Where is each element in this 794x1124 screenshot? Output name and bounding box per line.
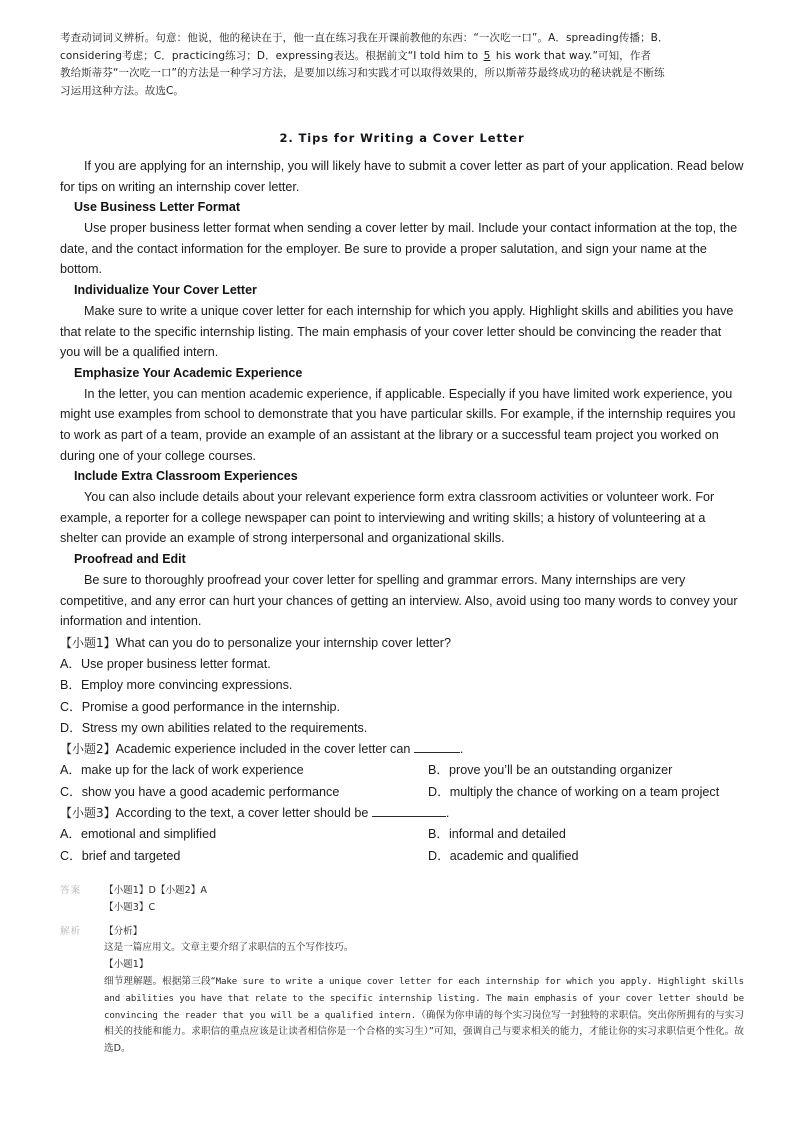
section-heading-5: Proofread and Edit [74,551,186,566]
article-title: 2. Tips for Writing a Cover Letter [279,131,525,145]
analysis-row [60,924,744,1058]
option-text: show you have a good academic performance [81,784,340,799]
section-body-5: Be sure to thoroughly proofread your cover letter for spelling and grammar errors. Many internships are very competitive, and any error can hurt your chances of getting an interview. Also, avoid using too many words to convey your information and intention. [60,572,738,629]
analysis-quote: Make sure to write a unique cover letter for each internship for which you apply. Highlight skills and abilities you have that relate to the specific internship listing. The main emphasis of your cover letter should be convincing the reader that you will be a qualified intern. [104,976,744,1021]
solution-block [60,883,744,1058]
question-2-text: Academic experience included in the cover letter can [115,742,414,757]
top-analysis-line-1: 考查动词词义辨析。句意：他说，他的秘诀在于，他一直在练习我在开课前教他的东西：“一次吃一口”。A．spreading传播；B． [60,32,669,44]
option-text: prove you’ll be an outstanding organizer [449,763,673,778]
option-letter: C． [60,699,82,714]
option-text: make up for the lack of work experience [81,763,304,778]
question-3-option-d[interactable] [402,846,744,867]
option-text: Use proper business letter format. [81,656,271,671]
option-letter: C． [60,784,82,799]
option-text: Stress my own abilities related to the requirements. [81,720,368,735]
option-letter: B． [428,827,449,842]
option-text: Employ more convincing expressions. [81,678,293,693]
answer-label: 答案 [60,884,82,896]
question-2-stem [60,739,744,760]
top-analysis-line-2a: considering考虑；C．practicing练习；D．expressing表达。根据前文“I told him to [60,49,482,62]
section-heading-3: Emphasize Your Academic Experience [74,365,303,380]
question-3-stem [60,803,744,824]
question-2-option-b[interactable] [402,760,744,781]
analysis-label: 解析 [60,925,82,937]
answer-body [104,883,744,917]
analysis-item-tag: 【小题1】 [104,959,149,971]
question-3-tail: . [445,806,450,821]
top-analysis-line-2 [60,48,744,66]
article-body [60,156,744,632]
option-letter: D． [60,720,82,735]
option-letter: B． [60,678,81,693]
question-3-options-row-2 [60,846,744,867]
question-1-option-a[interactable] [60,654,744,675]
analysis-detail-prefix: 细节理解题。根据第三段“ [104,975,216,987]
section-body-2: Make sure to write a unique cover letter for each internship for which you apply. Highlight skills and abilities you have that relate to the specific internship listing. The main emphasis of your cover letter should be convincing the reader that you will be a qualified intern. [60,303,734,360]
analysis-body [104,924,744,1058]
section-body-3: In the letter, you can mention academic experience, if applicable. Especially if you have limited work experience, you might use examples from school to demonstrate that you have particular skills. For example, if the internship requires you to work as part of a team, provide an example of an assistant at the library or a successful team project you worked on during one of your college courses. [60,386,736,463]
question-1-text: What can you do to personalize your internship cover letter? [115,635,451,650]
section-heading-1: Use Business Letter Format [74,200,241,215]
question-1-option-b[interactable] [60,675,744,696]
option-text: academic and qualified [449,848,579,863]
option-text: Promise a good performance in the internship. [81,699,341,714]
answer-line-2: 【小题3】C [104,901,156,913]
option-text: brief and targeted [81,848,181,863]
question-3-option-b[interactable] [402,824,744,845]
question-3-blank [372,805,446,817]
solution-spacer [60,917,744,924]
question-1-option-d[interactable] [60,718,744,739]
answer-row [60,883,744,917]
option-letter: A． [60,656,81,671]
option-letter: C． [60,848,82,863]
question-2-options-row-2 [60,782,744,803]
option-text: informal and detailed [449,827,566,842]
question-2-option-d[interactable] [402,782,744,803]
article-intro: If you are applying for an internship, you will likely have to submit a cover letter as part of your application. Read below for tips on writing an internship cover letter. [60,159,744,194]
option-text: emotional and simplified [81,827,217,842]
question-3-tag: 【小题3】 [60,806,116,821]
question-3-option-a[interactable] [60,824,402,845]
question-2-option-c[interactable] [60,782,402,803]
answer-line-1: 【小题1】D【小题2】A [104,884,207,896]
question-1-option-c[interactable] [60,697,744,718]
top-analysis-line-2b: his work that way.”可知，作者 [492,49,652,62]
question-2-options-row-1 [60,760,744,781]
option-letter: A． [60,827,81,842]
analysis-intro: 这是一篇应用文。文章主要介绍了求职信的五个写作技巧。 [104,942,354,954]
question-2-tag: 【小题2】 [60,742,116,757]
analysis-detail [104,974,744,1058]
section-body-4: You can also include details about your relevant experience form extra classroom activities or volunteer work. For example, a reporter for a college newspaper can point to interviewing and writing skills; a history of volunteering at a shelter can provide an example of strong interpersonal and organizational skills. [60,490,715,546]
top-analysis-blank-number: 5 [483,49,491,62]
question-2-tail: . [459,742,464,757]
question-2-option-a[interactable] [60,760,402,781]
option-letter: B． [428,763,449,778]
section-heading-2: Individualize Your Cover Letter [74,282,257,297]
question-3-text: According to the text, a cover letter should be [115,806,372,821]
analysis-gloss: （确保为你申请的每个实习岗位写一封独特的求职信。突出你所拥有的与实习相关的技能和能力。求职信的重点应该是让读者相信你是一个合格的实习生） [104,1009,745,1038]
question-3-options-row-1 [60,824,744,845]
question-1-stem [60,633,744,654]
top-analysis-line-4: 习运用这种方法。故选C。 [60,84,185,97]
question-3-option-c[interactable] [60,846,402,867]
option-letter: A． [60,763,81,778]
option-text: multiply the chance of working on a team project [449,784,720,799]
option-letter: D． [428,784,450,799]
analysis-heading: 【分析】 [104,925,143,937]
top-analysis-block [60,30,744,100]
questions-block [60,633,744,867]
section-body-1: Use proper business letter format when sending a cover letter by mail. Include your contact information at the top, the date, and the contact information for the employer. Be sure to provide a proper salutation, and sign your name at the bottom. [60,221,738,277]
analysis-conclusion: ”可知，强调自己与要求相关的能力，才能让你的实习求职信更个性化。故选D。 [104,1026,744,1055]
section-heading-4: Include Extra Classroom Experiences [74,469,298,484]
top-analysis-line-3: 教给斯蒂芬“一次吃一口”的方法是一种学习方法，是要加以练习和实践才可以取得效果的，所以斯蒂芬最终成功的秘诀就是不断练 [60,67,665,79]
question-2-blank [414,741,460,753]
question-1-tag: 【小题1】 [60,635,116,650]
option-letter: D． [428,848,450,863]
